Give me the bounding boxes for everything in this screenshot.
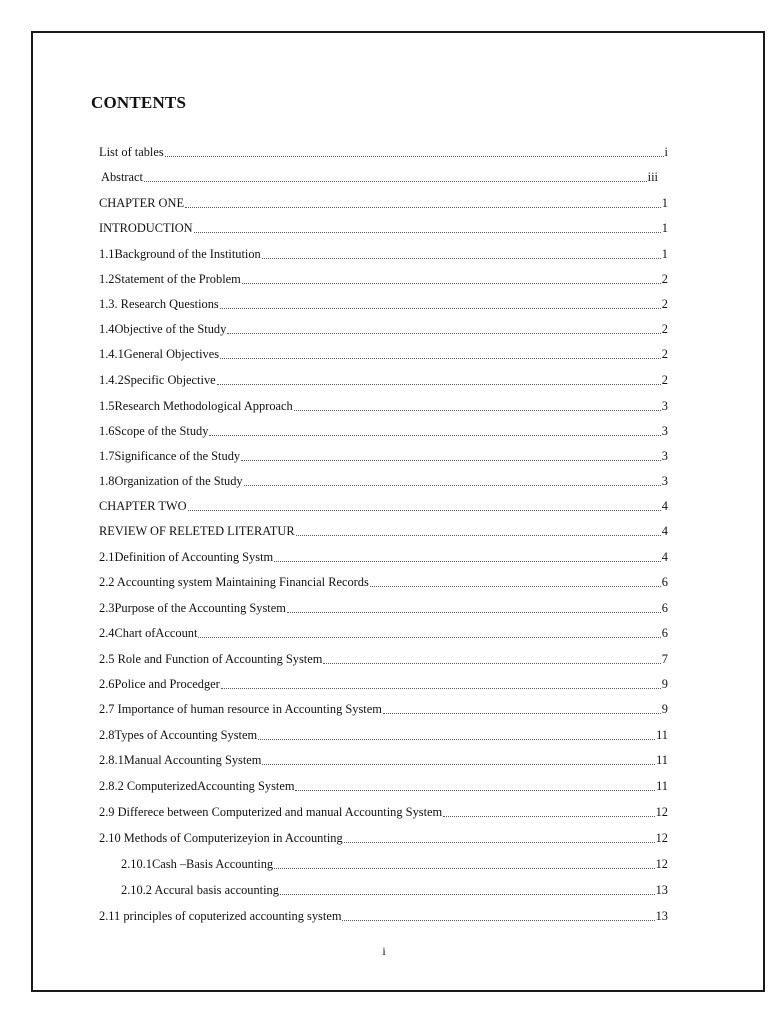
toc-entry-page-number: 12 [655,857,668,871]
dot-leader [323,663,660,664]
dot-leader [287,612,661,613]
toc-entry [99,778,668,795]
toc-entry-page-number: 4 [661,499,668,513]
dot-leader [220,358,661,359]
toc-entry [99,727,668,744]
toc-entry-page-number: 3 [661,424,668,438]
dot-leader [262,258,661,259]
dot-leader [342,920,654,921]
dot-leader [165,156,664,157]
toc-entry-label: 2.5 Role and Function of Accounting System [99,652,323,666]
dot-leader [144,181,647,182]
toc-entry-label: 2.11 principles of coputerized accounting system [99,909,342,923]
dot-leader [217,384,661,385]
toc-entry-label: 1.4.1General Objectives [99,347,220,361]
dot-leader [443,816,654,817]
toc-entry-page-number: 11 [656,753,668,767]
dot-leader [262,764,655,765]
toc-entry [99,498,668,515]
toc-entry-label: List of tables [99,145,164,159]
toc-entry-page-number: 7 [661,652,668,666]
toc-entry-page-number: 6 [661,575,668,589]
toc-entry-label: 2.4Chart ofAccount [99,626,198,640]
dot-leader [188,510,661,511]
dot-leader [244,485,661,486]
toc-entry-page-number: i [664,145,668,159]
toc-entry-page-number: 12 [655,805,668,819]
toc-entry [99,701,668,718]
toc-entry-label: 1.8Organization of the Study [99,474,243,488]
toc-entry-page-number: 2 [661,272,668,286]
toc-entry [99,195,668,212]
toc-entry [121,882,668,899]
toc-entry-page-number: iii [647,170,658,184]
toc-entry [99,625,668,642]
toc-entry [99,676,668,693]
toc-entry [99,908,668,925]
toc-entry [99,804,668,821]
toc-entry-page-number: 4 [661,524,668,538]
page-number-footer: i [382,944,386,958]
contents-heading: CONTENTS [91,93,187,112]
toc-entry [99,830,668,847]
dot-leader [274,561,661,562]
toc-entry [99,423,668,440]
toc-entry-page-number: 12 [655,831,668,845]
dot-leader [221,688,661,689]
toc-entry [99,523,668,540]
toc-entry-label: 2.8Types of Accounting System [99,728,258,742]
dot-leader [220,308,661,309]
dot-leader [295,790,655,791]
toc-entry-label: INTRODUCTION [99,221,193,235]
toc-entry-label: 1.1Background of the Institution [99,247,261,261]
dot-leader [194,232,661,233]
toc-entry-page-number: 6 [661,601,668,615]
toc-entry-page-number: 2 [661,297,668,311]
toc-entry-label: 2.10.1Cash –Basis Accounting [121,857,274,871]
dot-leader [209,435,660,436]
toc-entry-page-number: 3 [661,474,668,488]
toc-entry-page-number: 11 [656,728,668,742]
toc-entry-page-number: 4 [661,550,668,564]
dot-leader [344,842,655,843]
toc-entry-label: 2.6Police and Procedger [99,677,220,691]
toc-entry [99,346,668,363]
toc-entry-page-number: 1 [661,247,668,261]
dot-leader [383,713,661,714]
toc-entry [99,372,668,389]
toc-entry-label: CHAPTER ONE [99,196,185,210]
toc-entry-label: 2.8.2 ComputerizedAccounting System [99,779,295,793]
toc-entry-label: 1.3. Research Questions [99,297,219,311]
dot-leader [370,586,661,587]
toc-entry [101,169,658,186]
toc-entry-label: 2.3Purpose of the Accounting System [99,601,286,615]
toc-entry-label: REVIEW OF RELETED LITERATUR [99,524,295,538]
toc-entry [99,752,668,769]
toc-entry-label: CHAPTER TWO [99,499,187,513]
toc-entry-label: 1.7Significance of the Study [99,449,241,463]
toc-entry-page-number: 6 [661,626,668,640]
toc-entry-label: Abstract [101,170,143,184]
dot-leader [258,739,655,740]
toc-entry-page-number: 3 [661,449,668,463]
toc-entry-label: 2.1Definition of Accounting Systm [99,550,274,564]
toc-entry-label: 2.2 Accounting system Maintaining Financial Records [99,575,369,589]
toc-entry [99,473,668,490]
toc-entry-label: 2.7 Importance of human resource in Accounting System [99,702,382,716]
toc-entry-label: 2.9 Differece between Computerized and manual Accounting System [99,805,443,819]
toc-entry-label: 1.5Research Methodological Approach [99,399,293,413]
toc-entry [99,448,668,465]
toc-entry-page-number: 1 [661,196,668,210]
toc-entry [99,246,668,263]
toc-entry [121,856,668,873]
toc-entry-page-number: 2 [661,373,668,387]
toc-entry [99,144,668,161]
toc-entry-label: 2.10.2 Accural basis accounting [121,883,279,897]
dot-leader [242,283,661,284]
toc-entry [99,398,668,415]
toc-entry-page-number: 3 [661,399,668,413]
toc-entry [99,271,668,288]
dot-leader [227,333,660,334]
toc-entry-page-number: 1 [661,221,668,235]
toc-entry-page-number: 2 [661,347,668,361]
toc-entry-label: 2.10 Methods of Computerizeyion in Accounting [99,831,343,845]
toc-entry-page-number: 9 [661,702,668,716]
toc-entry [99,220,668,237]
toc-entry-page-number: 13 [655,883,668,897]
dot-leader [280,894,655,895]
toc-entry [99,651,668,668]
dot-leader [198,637,660,638]
toc-entry-page-number: 11 [656,779,668,793]
toc-entry-label: 2.8.1Manual Accounting System [99,753,262,767]
toc-entry [99,600,668,617]
toc-entry-label: 1.4.2Specific Objective [99,373,216,387]
dot-leader [274,868,654,869]
toc-entry [99,321,668,338]
dot-leader [294,410,661,411]
toc-entry [99,296,668,313]
toc-entry-label: 1.6Scope of the Study [99,424,209,438]
toc-entry-page-number: 13 [655,909,668,923]
toc-entry-page-number: 9 [661,677,668,691]
toc-entry [99,574,668,591]
toc-entry-page-number: 2 [661,322,668,336]
toc-entry [99,549,668,566]
dot-leader [185,207,661,208]
dot-leader [296,535,661,536]
toc-entry-label: 1.4Objective of the Study [99,322,227,336]
dot-leader [241,460,661,461]
toc-entry-label: 1.2Statement of the Problem [99,272,241,286]
